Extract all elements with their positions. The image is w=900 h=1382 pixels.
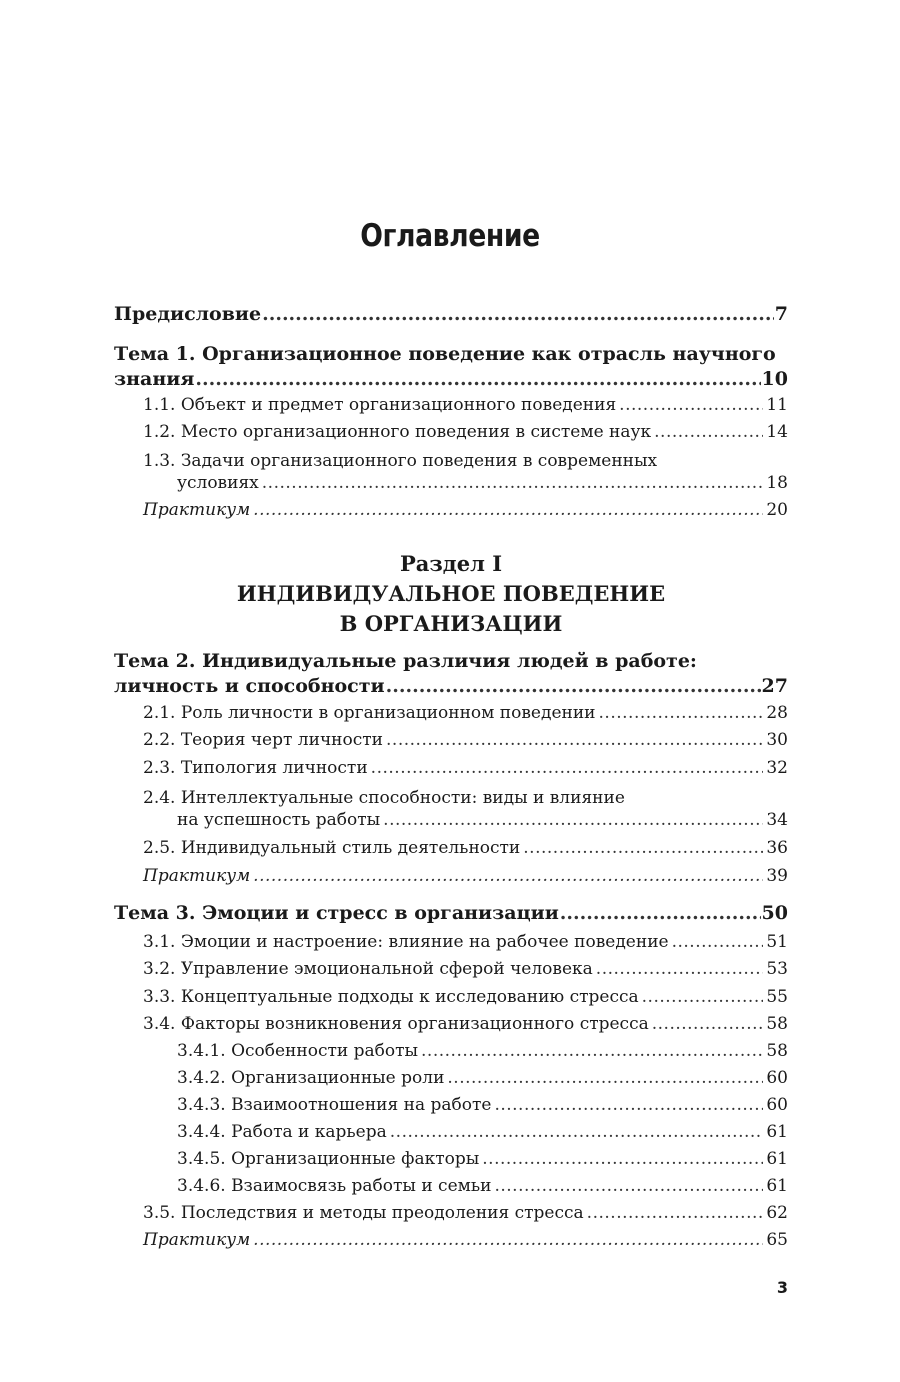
toc-entry-label: 3.4. Факторы возникновения организационного стресса xyxy=(143,1014,649,1034)
toc-entry-3-4[interactable] xyxy=(114,1014,788,1041)
toc-entry-label: 1.1. Объект и предмет организационного поведения xyxy=(143,395,617,415)
toc-entry-label: 3.4.4. Работа и карьера xyxy=(177,1122,387,1142)
toc-entry-label: 3.4.6. Взаимосвязь работы и семьи xyxy=(177,1176,492,1196)
dot-leader xyxy=(482,1149,763,1169)
toc-entry-practicum-2[interactable] xyxy=(114,866,788,894)
dot-leader xyxy=(195,368,760,390)
toc-entry-3-1[interactable] xyxy=(114,932,788,959)
dot-leader xyxy=(262,303,774,325)
toc-entry-2-4[interactable] xyxy=(114,786,788,838)
toc-entry-1-2[interactable] xyxy=(114,422,788,449)
toc-entry-label: Тема 1. Организационное поведение как отрасль научного xyxy=(114,343,776,365)
dot-leader xyxy=(447,1068,763,1088)
toc-entry-label: личность и способности xyxy=(114,675,385,697)
toc-entry-page: 62 xyxy=(766,1203,788,1223)
dot-leader xyxy=(560,902,761,924)
toc-entry-page: 51 xyxy=(766,932,788,952)
toc-entry-label: Практикум xyxy=(143,1230,251,1250)
toc-entry-label: на успешность работы xyxy=(177,810,381,830)
toc-entry-3-3[interactable] xyxy=(114,987,788,1014)
dot-leader xyxy=(523,838,763,858)
toc-entry-2-1[interactable] xyxy=(114,703,788,730)
toc-entry-page: 60 xyxy=(766,1068,788,1088)
toc-entry-page: 58 xyxy=(766,1041,788,1061)
dot-leader xyxy=(386,730,763,750)
section-number: Раздел I xyxy=(399,551,503,576)
toc-entry-label: Практикум xyxy=(143,866,251,886)
toc-entry-2-3[interactable] xyxy=(114,758,788,786)
toc-entry-page: 28 xyxy=(766,703,788,723)
toc-entry-3-4-1[interactable] xyxy=(114,1041,788,1068)
toc-entry-page: 27 xyxy=(761,675,788,697)
toc-entry-2-5[interactable] xyxy=(114,838,788,866)
toc-entry-page: 20 xyxy=(766,500,788,520)
dot-leader xyxy=(371,758,764,778)
section-title: В ОРГАНИЗАЦИИ xyxy=(339,611,563,636)
toc-entry-label: Тема 3. Эмоции и стресс в организации xyxy=(114,902,559,924)
toc-entry-label: 3.2. Управление эмоциональной сферой человека xyxy=(143,959,593,979)
dot-leader xyxy=(253,1230,763,1250)
toc-entry-label: 3.4.1. Особенности работы xyxy=(177,1041,419,1061)
toc-entry-page: 32 xyxy=(766,758,788,778)
toc-entry-label: Предисловие xyxy=(114,303,262,325)
table-of-contents xyxy=(114,303,788,1257)
toc-entry-label: 3.4.3. Взаимоотношения на работе xyxy=(177,1095,492,1115)
toc-entry-topic-3[interactable] xyxy=(114,902,788,932)
dot-leader xyxy=(494,1176,763,1196)
toc-entry-label: 2.4. Интеллектуальные способности: виды и влияние xyxy=(143,788,625,808)
toc-entry-page: 30 xyxy=(766,730,788,750)
dot-leader xyxy=(654,422,763,442)
dot-leader xyxy=(642,987,764,1007)
toc-entry-page: 50 xyxy=(761,902,788,924)
dot-leader xyxy=(262,473,764,493)
toc-entry-label: 3.3. Концептуальные подходы к исследованию стресса xyxy=(143,987,639,1007)
dot-leader xyxy=(253,866,763,886)
toc-entry-page: 10 xyxy=(761,368,788,390)
toc-entry-label: 3.1. Эмоции и настроение: влияние на рабочее поведение xyxy=(143,932,669,952)
toc-entry-practicum-1[interactable] xyxy=(114,500,788,527)
toc-entry-page: 61 xyxy=(766,1122,788,1142)
toc-entry-continuation xyxy=(114,473,788,500)
dot-leader xyxy=(383,810,763,830)
dot-leader xyxy=(596,959,764,979)
toc-entry-label: 2.1. Роль личности в организационном поведении xyxy=(143,703,596,723)
toc-entry-label: 3.4.5. Организационные факторы xyxy=(177,1149,480,1169)
page-number: 3 xyxy=(776,1278,788,1297)
dot-leader xyxy=(652,1014,764,1034)
toc-entry-1-3[interactable] xyxy=(114,449,788,500)
dot-leader xyxy=(253,500,763,520)
section-heading xyxy=(114,549,788,639)
toc-entry-page: 61 xyxy=(766,1176,788,1196)
toc-entry-3-2[interactable] xyxy=(114,959,788,987)
toc-entry-page: 39 xyxy=(766,866,788,886)
toc-entry-label: 2.2. Теория черт личности xyxy=(143,730,384,750)
toc-topic-2[interactable] xyxy=(114,647,788,703)
toc-entry-label: 2.5. Индивидуальный стиль деятельности xyxy=(143,838,521,858)
toc-entry-label: 1.3. Задачи организационного поведения в современных xyxy=(143,451,658,471)
page-title: Оглавление xyxy=(360,218,540,254)
toc-entry-page: 7 xyxy=(774,303,788,325)
toc-entry-label: 3.5. Последствия и методы преодоления стресса xyxy=(143,1203,584,1223)
dot-leader xyxy=(494,1095,763,1115)
toc-entry-label: знания xyxy=(114,368,195,390)
toc-entry-page: 55 xyxy=(766,987,788,1007)
dot-leader xyxy=(390,1122,764,1142)
section-title: ИНДИВИДУАЛЬНОЕ ПОВЕДЕНИЕ xyxy=(236,581,666,606)
toc-topic-1[interactable] xyxy=(114,341,788,395)
toc-entry-label: 2.3. Типология личности xyxy=(143,758,368,778)
dot-leader xyxy=(386,675,761,697)
dot-leader xyxy=(599,703,764,723)
dot-leader xyxy=(421,1041,763,1061)
toc-entry-3-5[interactable] xyxy=(114,1203,788,1230)
toc-entry-page: 34 xyxy=(766,810,788,830)
toc-entry-3-4-4[interactable] xyxy=(114,1122,788,1149)
toc-entry-1-1[interactable] xyxy=(114,395,788,422)
toc-entry-3-4-2[interactable] xyxy=(114,1068,788,1095)
toc-entry-topic-2 xyxy=(114,675,788,703)
toc-entry-page: 60 xyxy=(766,1095,788,1115)
toc-entry-2-2[interactable] xyxy=(114,730,788,758)
toc-entry-page: 53 xyxy=(766,959,788,979)
toc-entry-3-4-5[interactable] xyxy=(114,1149,788,1176)
dot-leader xyxy=(672,932,764,952)
toc-entry-practicum-3[interactable] xyxy=(114,1230,788,1257)
toc-entry-label: Практикум xyxy=(143,500,251,520)
toc-entry-page: 36 xyxy=(766,838,788,858)
toc-entry-page: 18 xyxy=(766,473,788,493)
toc-entry-page: 58 xyxy=(766,1014,788,1034)
toc-entry-label: 1.2. Место организационного поведения в системе наук xyxy=(143,422,652,442)
dot-leader xyxy=(587,1203,764,1223)
toc-entry-label: условиях xyxy=(177,473,259,493)
toc-entry-label: 3.4.2. Организационные роли xyxy=(177,1068,445,1088)
toc-entry-preface[interactable] xyxy=(114,303,788,337)
toc-entry-continuation xyxy=(114,810,788,838)
toc-entry-3-4-6[interactable] xyxy=(114,1176,788,1203)
toc-entry-page: 65 xyxy=(766,1230,788,1250)
toc-entry-3-4-3[interactable] xyxy=(114,1095,788,1122)
toc-entry-page: 11 xyxy=(766,395,788,415)
toc-entry-topic-1 xyxy=(114,368,788,395)
toc-entry-page: 14 xyxy=(766,422,788,442)
toc-entry-label: Тема 2. Индивидуальные различия людей в работе: xyxy=(114,650,697,672)
toc-entry-page: 61 xyxy=(766,1149,788,1169)
dot-leader xyxy=(619,395,763,415)
